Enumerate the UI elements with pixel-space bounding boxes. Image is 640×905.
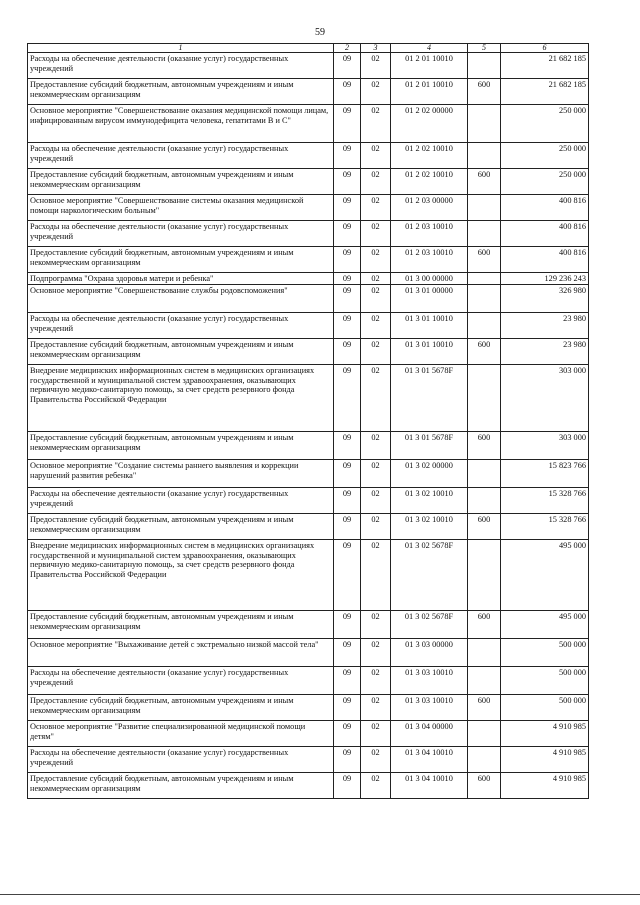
row-amount: 400 816 — [501, 221, 589, 247]
row-amount: 303 000 — [501, 365, 589, 432]
row-subsection: 02 — [361, 773, 391, 799]
row-target-code: 01 2 03 10010 — [391, 247, 468, 273]
row-expense-type — [468, 195, 501, 221]
column-header: 3 — [361, 44, 391, 53]
row-subsection: 02 — [361, 339, 391, 365]
row-subsection: 02 — [361, 611, 391, 639]
table-row — [28, 667, 589, 695]
row-section: 09 — [334, 667, 361, 695]
row-section: 09 — [334, 611, 361, 639]
row-subsection: 02 — [361, 488, 391, 514]
row-name: Основное мероприятие "Выхаживание детей с экстремально низкой массой тела" — [28, 639, 334, 667]
table-row — [28, 721, 589, 747]
row-name: Предоставление субсидий бюджетным, автономным учреждениям и иным некоммерческим организациям — [28, 339, 334, 365]
table-row — [28, 432, 589, 460]
row-target-code: 01 2 02 10010 — [391, 169, 468, 195]
row-amount: 326 980 — [501, 285, 589, 313]
row-section: 09 — [334, 53, 361, 79]
row-target-code: 01 3 02 5678F — [391, 540, 468, 611]
row-subsection: 02 — [361, 79, 391, 105]
row-section: 09 — [334, 639, 361, 667]
row-amount: 15 328 766 — [501, 488, 589, 514]
row-amount: 250 000 — [501, 143, 589, 169]
row-name: Предоставление субсидий бюджетным, автономным учреждениям и иным некоммерческим организациям — [28, 79, 334, 105]
row-amount: 500 000 — [501, 639, 589, 667]
row-amount: 4 910 985 — [501, 773, 589, 799]
row-subsection: 02 — [361, 365, 391, 432]
row-section: 09 — [334, 488, 361, 514]
row-expense-type — [468, 667, 501, 695]
row-name: Основное мероприятие "Совершенствование службы родовспоможения" — [28, 285, 334, 313]
row-section: 09 — [334, 460, 361, 488]
table-row — [28, 488, 589, 514]
row-section: 09 — [334, 79, 361, 105]
row-section: 09 — [334, 221, 361, 247]
row-expense-type — [468, 460, 501, 488]
row-amount: 400 816 — [501, 247, 589, 273]
row-expense-type — [468, 143, 501, 169]
row-section: 09 — [334, 432, 361, 460]
row-target-code: 01 3 03 10010 — [391, 667, 468, 695]
table-row — [28, 540, 589, 611]
row-expense-type — [468, 721, 501, 747]
row-expense-type: 600 — [468, 773, 501, 799]
column-header: 5 — [468, 44, 501, 53]
row-target-code: 01 3 02 10010 — [391, 514, 468, 540]
row-subsection: 02 — [361, 747, 391, 773]
column-header: 4 — [391, 44, 468, 53]
row-amount: 23 980 — [501, 313, 589, 339]
row-name: Основное мероприятие "Совершенствование системы оказания медицинской помощи наркологическим больным" — [28, 195, 334, 221]
row-expense-type: 600 — [468, 695, 501, 721]
row-amount: 15 823 766 — [501, 460, 589, 488]
row-name: Расходы на обеспечение деятельности (оказание услуг) государственных учреждений — [28, 53, 334, 79]
row-subsection: 02 — [361, 695, 391, 721]
table-row — [28, 79, 589, 105]
row-subsection: 02 — [361, 432, 391, 460]
column-header: 1 — [28, 44, 334, 53]
row-target-code: 01 3 01 10010 — [391, 339, 468, 365]
table-row — [28, 169, 589, 195]
row-target-code: 01 2 01 10010 — [391, 79, 468, 105]
row-name: Расходы на обеспечение деятельности (оказание услуг) государственных учреждений — [28, 221, 334, 247]
row-target-code: 01 3 01 5678F — [391, 365, 468, 432]
row-section: 09 — [334, 339, 361, 365]
row-subsection: 02 — [361, 221, 391, 247]
row-name: Основное мероприятие "Создание системы раннего выявления и коррекции нарушений развития ребенка" — [28, 460, 334, 488]
row-target-code: 01 3 04 10010 — [391, 773, 468, 799]
table-row — [28, 460, 589, 488]
row-amount: 303 000 — [501, 432, 589, 460]
table-row — [28, 514, 589, 540]
table-row — [28, 365, 589, 432]
row-target-code: 01 3 04 00000 — [391, 721, 468, 747]
row-name: Предоставление субсидий бюджетным, автономным учреждениям и иным некоммерческим организациям — [28, 169, 334, 195]
row-target-code: 01 3 01 10010 — [391, 313, 468, 339]
row-subsection: 02 — [361, 667, 391, 695]
row-amount: 129 236 243 — [501, 273, 589, 285]
row-subsection: 02 — [361, 105, 391, 143]
row-section: 09 — [334, 169, 361, 195]
row-expense-type — [468, 488, 501, 514]
column-header: 6 — [501, 44, 589, 53]
row-target-code: 01 2 02 10010 — [391, 143, 468, 169]
row-expense-type — [468, 273, 501, 285]
row-section: 09 — [334, 273, 361, 285]
row-amount: 500 000 — [501, 695, 589, 721]
row-amount: 495 000 — [501, 611, 589, 639]
row-expense-type: 600 — [468, 247, 501, 273]
row-name: Основное мероприятие "Развитие специализированной медицинской помощи детям" — [28, 721, 334, 747]
table-row — [28, 285, 589, 313]
row-target-code: 01 3 00 00000 — [391, 273, 468, 285]
row-section: 09 — [334, 195, 361, 221]
row-name: Предоставление субсидий бюджетным, автономным учреждениям и иным некоммерческим организациям — [28, 514, 334, 540]
row-target-code: 01 3 04 10010 — [391, 747, 468, 773]
row-amount: 495 000 — [501, 540, 589, 611]
row-expense-type — [468, 221, 501, 247]
row-subsection: 02 — [361, 285, 391, 313]
row-amount: 250 000 — [501, 169, 589, 195]
row-name: Внедрение медицинских информационных систем в медицинских организациях государственной и муниципальной систем здравоохранения, оказывающих первичную медико-санитарную помощь, за счет средств резервного фонда Правительства Российской Федерации — [28, 540, 334, 611]
row-amount: 500 000 — [501, 667, 589, 695]
table-row — [28, 273, 589, 285]
row-section: 09 — [334, 247, 361, 273]
row-amount: 21 682 185 — [501, 79, 589, 105]
row-section: 09 — [334, 695, 361, 721]
row-amount: 400 816 — [501, 195, 589, 221]
row-name: Внедрение медицинских информационных систем в медицинских организациях государственной и муниципальной систем здравоохранения, оказывающих первичную медико-санитарную помощь, за счет средств резервного фонда Правительства Российской Федерации — [28, 365, 334, 432]
row-name: Расходы на обеспечение деятельности (оказание услуг) государственных учреждений — [28, 667, 334, 695]
page-bottom-edge — [0, 894, 640, 895]
table-row — [28, 53, 589, 79]
table-row — [28, 639, 589, 667]
row-name: Расходы на обеспечение деятельности (оказание услуг) государственных учреждений — [28, 747, 334, 773]
table-row — [28, 105, 589, 143]
row-subsection: 02 — [361, 273, 391, 285]
row-target-code: 01 3 03 00000 — [391, 639, 468, 667]
row-section: 09 — [334, 721, 361, 747]
row-name: Предоставление субсидий бюджетным, автономным учреждениям и иным некоммерческим организациям — [28, 611, 334, 639]
row-subsection: 02 — [361, 721, 391, 747]
table-row — [28, 221, 589, 247]
row-expense-type: 600 — [468, 611, 501, 639]
row-expense-type — [468, 639, 501, 667]
table-body — [28, 53, 589, 799]
table-row — [28, 747, 589, 773]
table-header-row — [28, 44, 589, 53]
row-amount: 21 682 185 — [501, 53, 589, 79]
table-row — [28, 773, 589, 799]
row-section: 09 — [334, 514, 361, 540]
row-target-code: 01 3 01 00000 — [391, 285, 468, 313]
row-target-code: 01 2 03 00000 — [391, 195, 468, 221]
row-amount: 250 000 — [501, 105, 589, 143]
table-row — [28, 611, 589, 639]
table-row — [28, 195, 589, 221]
row-name: Расходы на обеспечение деятельности (оказание услуг) государственных учреждений — [28, 488, 334, 514]
table-row — [28, 143, 589, 169]
table-row — [28, 247, 589, 273]
row-target-code: 01 3 02 00000 — [391, 460, 468, 488]
row-target-code: 01 2 03 10010 — [391, 221, 468, 247]
row-section: 09 — [334, 143, 361, 169]
row-subsection: 02 — [361, 514, 391, 540]
row-expense-type — [468, 285, 501, 313]
row-target-code: 01 2 01 10010 — [391, 53, 468, 79]
row-section: 09 — [334, 773, 361, 799]
row-expense-type — [468, 53, 501, 79]
row-name: Подпрограмма "Охрана здоровья матери и ребенка" — [28, 273, 334, 285]
row-section: 09 — [334, 747, 361, 773]
table-row — [28, 313, 589, 339]
row-amount: 4 910 985 — [501, 747, 589, 773]
row-name: Предоставление субсидий бюджетным, автономным учреждениям и иным некоммерческим организациям — [28, 695, 334, 721]
row-expense-type — [468, 313, 501, 339]
row-section: 09 — [334, 285, 361, 313]
row-expense-type: 600 — [468, 514, 501, 540]
table-row — [28, 339, 589, 365]
row-target-code: 01 2 02 00000 — [391, 105, 468, 143]
row-subsection: 02 — [361, 313, 391, 339]
row-amount: 15 328 766 — [501, 514, 589, 540]
column-header: 2 — [334, 44, 361, 53]
row-subsection: 02 — [361, 460, 391, 488]
row-expense-type: 600 — [468, 432, 501, 460]
row-amount: 23 980 — [501, 339, 589, 365]
row-target-code: 01 3 02 5678F — [391, 611, 468, 639]
row-amount: 4 910 985 — [501, 721, 589, 747]
row-expense-type — [468, 540, 501, 611]
row-name: Предоставление субсидий бюджетным, автономным учреждениям и иным некоммерческим организациям — [28, 773, 334, 799]
row-section: 09 — [334, 105, 361, 143]
row-subsection: 02 — [361, 639, 391, 667]
row-name: Предоставление субсидий бюджетным, автономным учреждениям и иным некоммерческим организациям — [28, 247, 334, 273]
row-subsection: 02 — [361, 169, 391, 195]
row-name: Расходы на обеспечение деятельности (оказание услуг) государственных учреждений — [28, 143, 334, 169]
row-expense-type — [468, 365, 501, 432]
row-section: 09 — [334, 313, 361, 339]
row-subsection: 02 — [361, 143, 391, 169]
table-row — [28, 695, 589, 721]
row-name: Предоставление субсидий бюджетным, автономным учреждениям и иным некоммерческим организациям — [28, 432, 334, 460]
row-subsection: 02 — [361, 540, 391, 611]
row-target-code: 01 3 03 10010 — [391, 695, 468, 721]
row-target-code: 01 3 01 5678F — [391, 432, 468, 460]
row-name: Расходы на обеспечение деятельности (оказание услуг) государственных учреждений — [28, 313, 334, 339]
row-section: 09 — [334, 540, 361, 611]
row-expense-type — [468, 747, 501, 773]
row-expense-type: 600 — [468, 79, 501, 105]
row-subsection: 02 — [361, 53, 391, 79]
row-subsection: 02 — [361, 247, 391, 273]
page-number: 59 — [315, 27, 325, 38]
row-name: Основное мероприятие "Совершенствование оказания медицинской помощи лицам, инфицированным вирусом иммунодефицита человека, гепатитами В и С" — [28, 105, 334, 143]
budget-table — [27, 43, 589, 799]
row-expense-type: 600 — [468, 169, 501, 195]
row-section: 09 — [334, 365, 361, 432]
row-expense-type — [468, 105, 501, 143]
row-subsection: 02 — [361, 195, 391, 221]
row-target-code: 01 3 02 10010 — [391, 488, 468, 514]
row-expense-type: 600 — [468, 339, 501, 365]
